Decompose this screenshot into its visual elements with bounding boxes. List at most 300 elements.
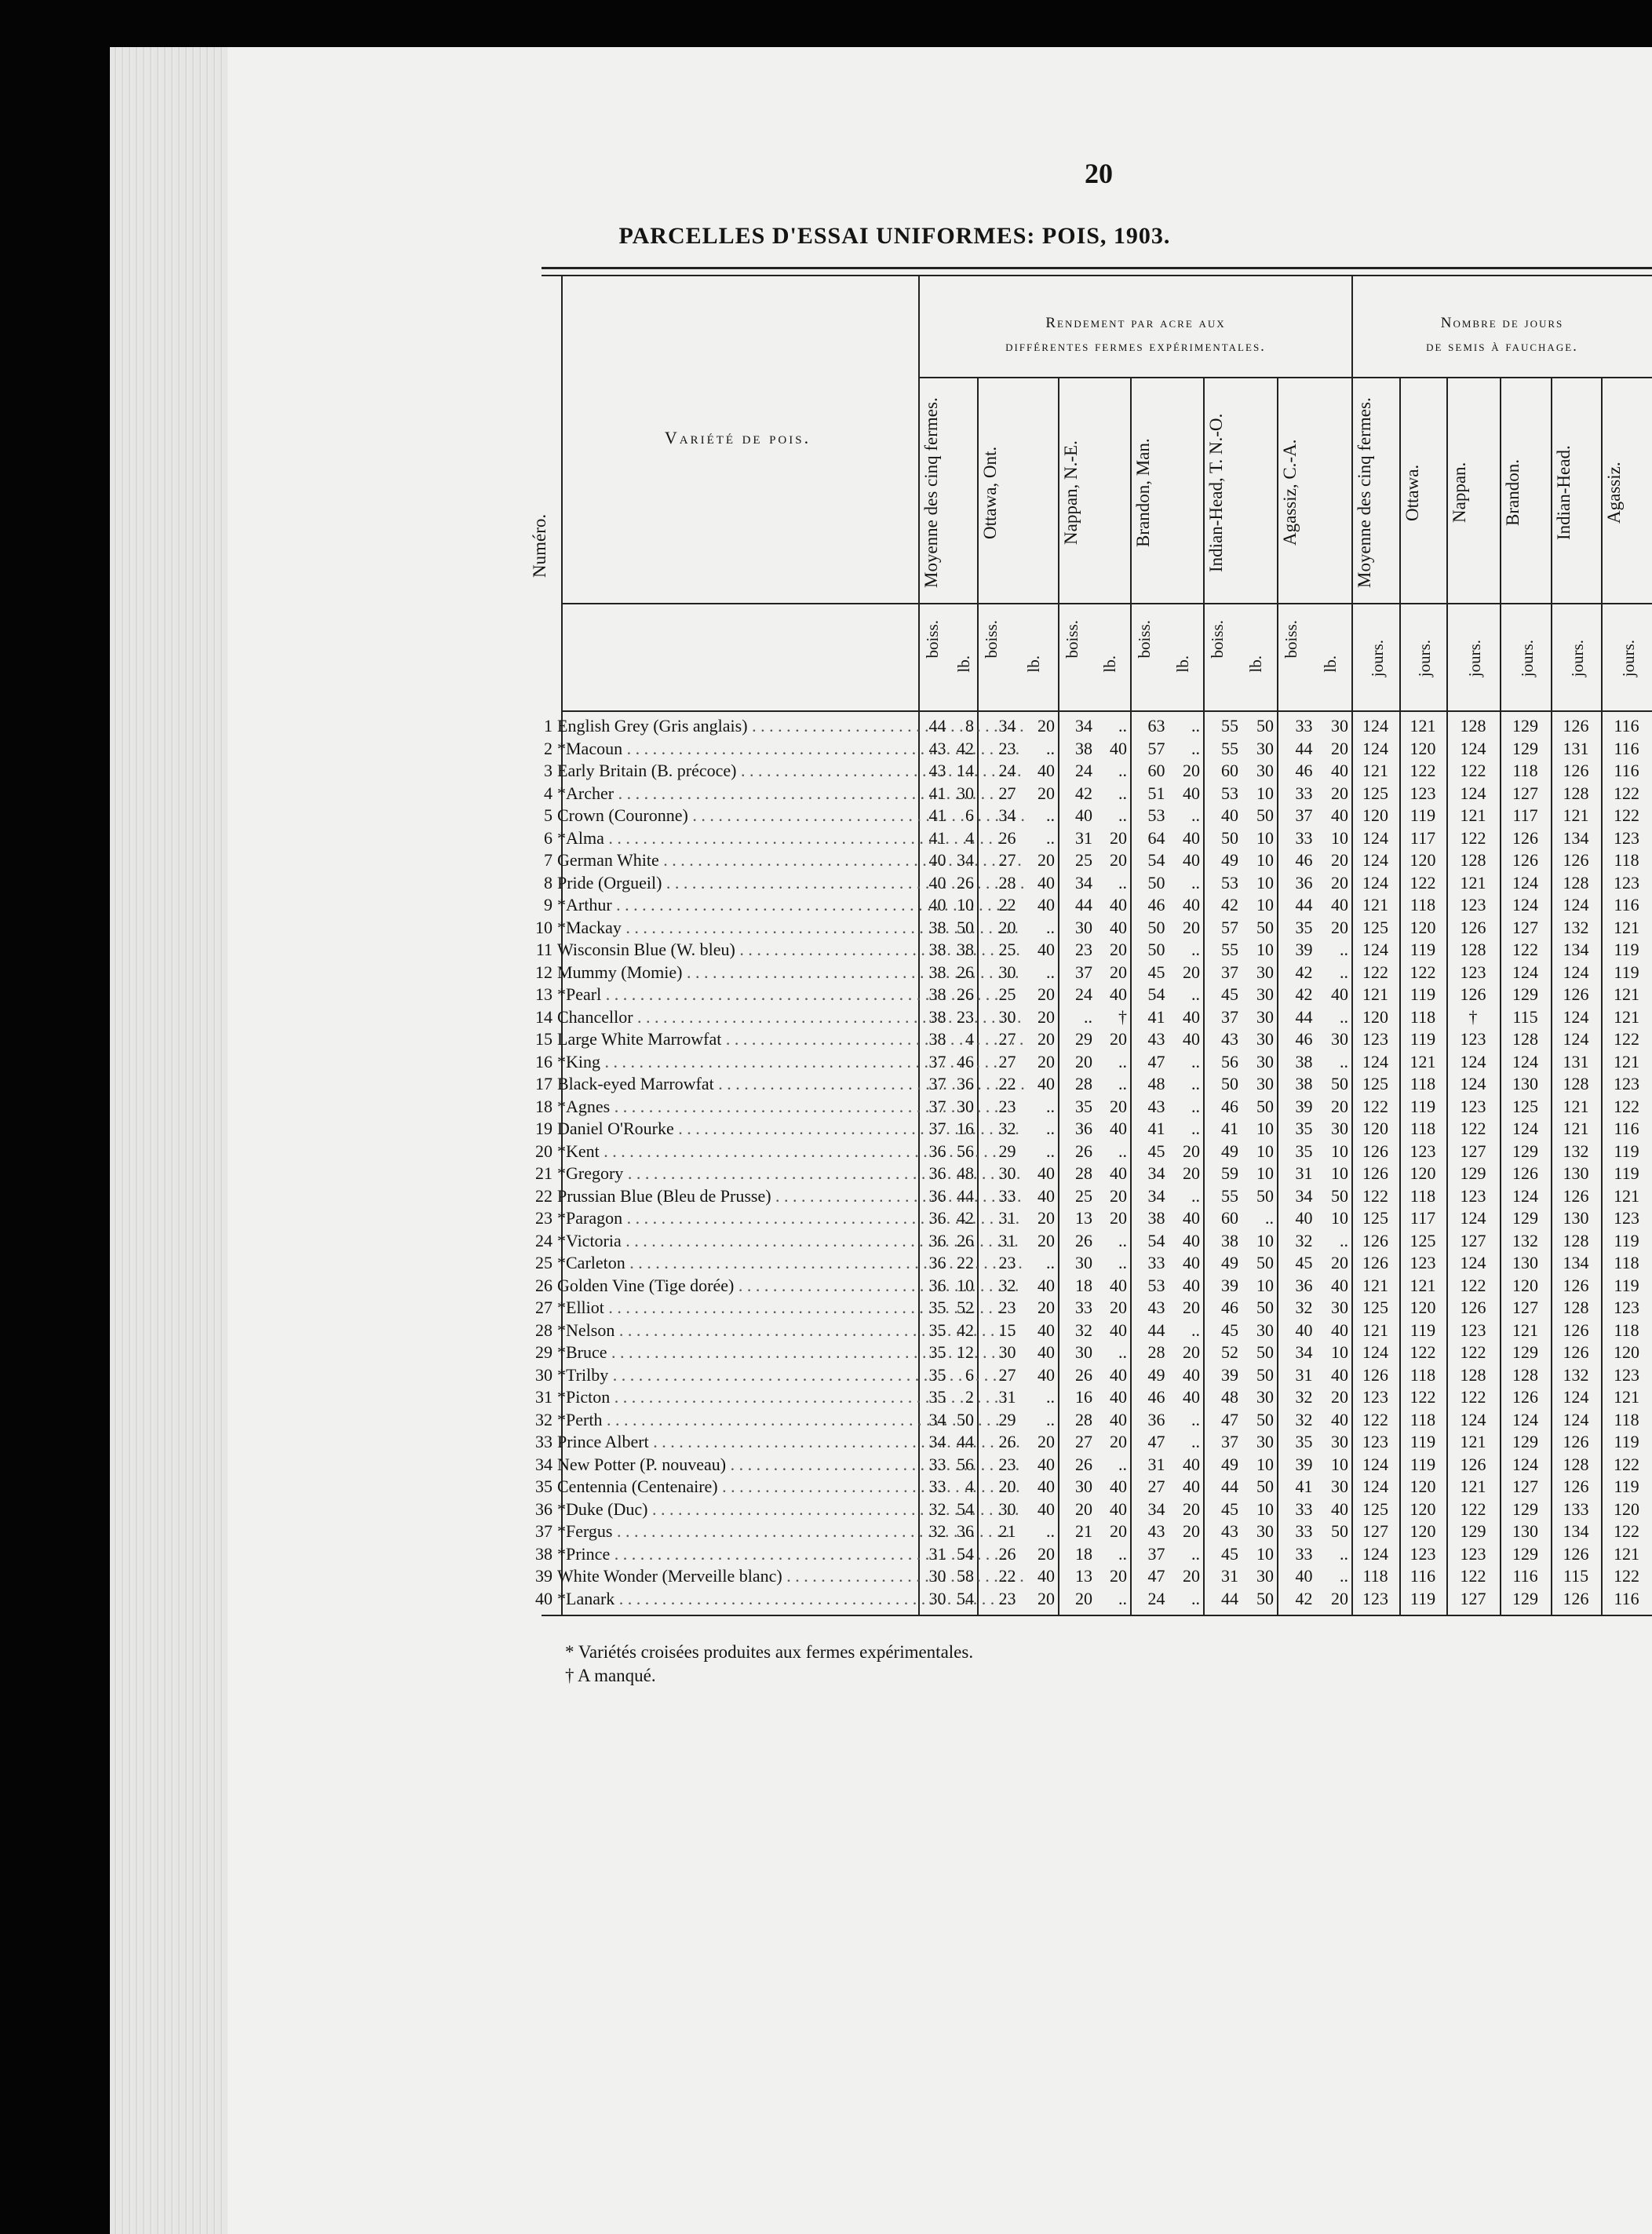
days-value: 121 (1563, 805, 1589, 825)
yield-bushels: 45 (1221, 984, 1238, 1004)
yield-pounds: 30 (1256, 738, 1274, 758)
days-value: 120 (1362, 1006, 1388, 1027)
days-value: 117 (1409, 1208, 1436, 1228)
yield-bushels: 44 (1147, 1320, 1165, 1340)
yield-pounds: 40 (1110, 1498, 1127, 1519)
yield-pounds: .. (1118, 1141, 1127, 1161)
table-row (518, 1431, 1652, 1453)
yield-pounds: 4 (965, 827, 974, 848)
yield-bushels: 41 (928, 783, 946, 803)
days-value: 118 (1614, 850, 1639, 870)
yield-bushels: 28 (1147, 1342, 1165, 1362)
yield-pounds: .. (1046, 962, 1055, 982)
yield-bushels: 36 (928, 1141, 946, 1161)
yield-pounds: 40 (1183, 1364, 1200, 1385)
yield-bushels: 33 (928, 1477, 946, 1496)
days-value: 122 (1409, 962, 1436, 982)
footnote-crossbred: * Variétés croisées produites aux fermes expérimentales. (565, 1642, 974, 1662)
yield-pounds: 50 (957, 917, 974, 937)
yield-bushels: 52 (1221, 1342, 1238, 1362)
table-row (518, 1028, 1652, 1050)
yield-pounds: 44 (957, 1185, 974, 1206)
yield-bushels: 53 (1221, 783, 1238, 803)
yield-pounds: 10 (1256, 1543, 1274, 1564)
yield-bushels: 30 (998, 1006, 1016, 1027)
yield-bushels: 24 (998, 761, 1016, 780)
days-value: 119 (1614, 962, 1639, 982)
variety-name: Prince Albert . . . (557, 1431, 1024, 1453)
days-value: 126 (1460, 1454, 1486, 1474)
table-row (518, 805, 1652, 827)
yield-bushels: 30 (1075, 1253, 1092, 1272)
yield-pounds: 20 (1038, 1208, 1055, 1228)
yield-pounds: 42 (957, 1208, 974, 1228)
yield-col-header-3: Brandon, Man. (1133, 438, 1153, 547)
days-value: 129 (1512, 1342, 1538, 1362)
days-value: 124 (1362, 872, 1388, 893)
yield-pounds: 50 (1256, 1477, 1274, 1496)
yield-pounds: 40 (1183, 850, 1200, 870)
yield-bushels: 56 (1221, 1051, 1238, 1071)
yield-pounds: 40 (1183, 1477, 1200, 1496)
yield-pounds: .. (1118, 783, 1127, 803)
yield-bushels: 59 (1221, 1163, 1238, 1183)
yield-pounds: .. (1118, 1588, 1127, 1608)
yield-group-header-2: différentes fermes expérimentales. (1005, 338, 1266, 355)
days-value: 116 (1614, 895, 1639, 914)
row-number: 22 (535, 1185, 552, 1206)
table-row (518, 872, 1652, 894)
yield-bushels: 33 (1295, 783, 1313, 803)
yield-bushels: 27 (1075, 1432, 1092, 1451)
yield-bushels: 43 (1147, 1298, 1165, 1317)
yield-bushels: 45 (1147, 962, 1165, 982)
table-row (518, 1051, 1652, 1073)
yield-pounds: 40 (1038, 1477, 1055, 1496)
yield-pounds: .. (1340, 1543, 1348, 1564)
yield-pounds: 40 (1110, 1320, 1127, 1340)
row-number: 16 (535, 1051, 552, 1071)
days-value: 126 (1563, 1275, 1589, 1295)
yield-pounds: 10 (1256, 1275, 1274, 1295)
yield-pounds: 20 (1331, 917, 1348, 937)
yield-pounds: 30 (1256, 761, 1274, 780)
days-value: 122 (1362, 1096, 1388, 1116)
yield-pounds: 20 (1110, 940, 1127, 959)
yield-pounds: 20 (1331, 1096, 1348, 1116)
row-number: 33 (535, 1432, 552, 1451)
yield-bushels: 44 (1295, 895, 1313, 914)
days-value: 122 (1409, 761, 1436, 780)
row-number: 25 (535, 1253, 552, 1272)
yield-pounds: .. (1265, 1208, 1274, 1228)
days-value: 124 (1362, 827, 1388, 848)
days-value: 122 (1460, 827, 1486, 848)
days-value: 126 (1563, 1342, 1589, 1362)
days-value: 123 (1460, 895, 1486, 914)
yield-pounds: 20 (1110, 1298, 1127, 1317)
yield-bushels: 18 (1075, 1275, 1092, 1295)
days-value: 122 (1460, 1119, 1486, 1138)
yield-pounds: 20 (1110, 1432, 1127, 1451)
days-value: 123 (1362, 1588, 1388, 1608)
variety-name: *Picton . . . (557, 1386, 1024, 1408)
yield-bushels: 37 (928, 1119, 946, 1138)
table-row (518, 1185, 1652, 1207)
row-number: 32 (535, 1409, 552, 1429)
row-number: 35 (535, 1477, 552, 1496)
days-value: 131 (1563, 738, 1589, 758)
yield-bushels: 57 (1221, 917, 1238, 937)
variety-name: *Agnes . . . (557, 1096, 1024, 1118)
numero-header: Numéro. (530, 513, 549, 578)
yield-bushels: 49 (1221, 1253, 1238, 1272)
yield-pounds: 8 (965, 716, 974, 736)
yield-pounds: 44 (957, 1432, 974, 1451)
yield-bushels: 32 (1075, 1320, 1092, 1340)
variety-name: *Mackay . . . (557, 917, 1024, 939)
yield-pounds: .. (1340, 962, 1348, 982)
days-value: 121 (1409, 716, 1436, 736)
top-rule-2 (542, 275, 1652, 276)
yield-bushels: 34 (998, 805, 1016, 825)
yield-pounds: 40 (1038, 1320, 1055, 1340)
yield-col-header-0: Moyenne des cinq fermes. (921, 397, 941, 588)
days-value: 124 (1512, 1409, 1538, 1429)
yield-pounds: 20 (1331, 738, 1348, 758)
yield-bushels: 31 (1147, 1454, 1165, 1474)
yield-pounds: 50 (1331, 1185, 1348, 1206)
yield-pounds: 40 (1183, 895, 1200, 914)
yield-bushels: 33 (1075, 1298, 1092, 1317)
yield-pounds: .. (1046, 1253, 1055, 1272)
row-number: 7 (544, 850, 552, 870)
days-value: 118 (1512, 761, 1538, 780)
yield-col-header-1: Ottawa, Ont. (980, 446, 1000, 539)
days-value: 124 (1362, 850, 1388, 870)
yield-group-header: Rendement par acre aux (1045, 315, 1226, 331)
days-value: 120 (1614, 1342, 1639, 1362)
table-row (518, 939, 1652, 961)
unit-jours-4: jours. (1568, 640, 1587, 677)
days-value: 127 (1362, 1521, 1388, 1541)
days-value: 115 (1563, 1566, 1589, 1586)
days-value: 122 (1614, 805, 1639, 825)
yield-pounds: 40 (1183, 1230, 1200, 1250)
yield-pounds: .. (1191, 738, 1200, 758)
days-value: 120 (1409, 1521, 1436, 1541)
days-value: 123 (1460, 1185, 1486, 1206)
days-value: 118 (1409, 1185, 1436, 1206)
yield-pounds: .. (1191, 940, 1200, 959)
yield-bushels: 37 (1221, 1432, 1238, 1451)
days-value: 124 (1512, 895, 1538, 914)
yield-pounds: 30 (1256, 962, 1274, 982)
yield-bushels: 13 (1075, 1208, 1092, 1228)
yield-bushels: 38 (928, 1006, 946, 1027)
yield-bushels: 37 (1295, 805, 1313, 825)
days-value: 119 (1409, 984, 1436, 1004)
yield-bushels: 31 (1295, 1163, 1313, 1183)
yield-bushels: 36 (1147, 1409, 1165, 1429)
days-value: 121 (1614, 1006, 1639, 1027)
yield-pounds: 30 (1256, 1521, 1274, 1541)
yield-bushels: 30 (998, 1342, 1016, 1362)
days-value: 118 (1409, 1364, 1436, 1385)
yield-pounds: 26 (957, 872, 974, 893)
yield-pounds: 10 (957, 1275, 974, 1295)
days-value: 124 (1563, 1029, 1589, 1049)
yield-pounds: † (1118, 1006, 1127, 1027)
days-value: 124 (1460, 1253, 1486, 1272)
days-value: 121 (1614, 917, 1639, 937)
days-value: 126 (1512, 827, 1538, 848)
variety-name: *Macoun . . . (557, 738, 1024, 760)
yield-bushels: 35 (928, 1342, 946, 1362)
yield-pounds: 30 (1331, 1029, 1348, 1049)
yield-bushels: 30 (928, 1588, 946, 1608)
yield-bushels: 30 (998, 962, 1016, 982)
yield-pounds: .. (1046, 1409, 1055, 1429)
days-value: † (1468, 1006, 1478, 1027)
yield-bushels: 35 (928, 1387, 946, 1407)
yield-pounds: 10 (1256, 1454, 1274, 1474)
unit-lb-2: lb. (1100, 655, 1119, 673)
days-value: 128 (1563, 783, 1589, 803)
yield-bushels: 39 (1295, 940, 1313, 959)
yield-bushels: 40 (1295, 1320, 1313, 1340)
yield-pounds: 40 (1110, 1275, 1127, 1295)
days-value: 127 (1512, 917, 1538, 937)
unit-lb-1: lb. (1023, 655, 1043, 673)
yield-pounds: 20 (1110, 850, 1127, 870)
yield-pounds: 20 (1038, 1588, 1055, 1608)
yield-bushels: 35 (1295, 1141, 1313, 1161)
yield-bushels: 41 (928, 805, 946, 825)
yield-bushels: 25 (998, 984, 1016, 1004)
table-row (518, 984, 1652, 1006)
yield-pounds: 10 (1256, 940, 1274, 959)
yield-bushels: 49 (1221, 850, 1238, 870)
yield-pounds: 16 (957, 1119, 974, 1138)
days-value: 120 (1512, 1275, 1538, 1295)
yield-pounds: .. (1118, 1454, 1127, 1474)
days-value: 134 (1563, 1253, 1589, 1272)
yield-bushels: 30 (928, 1566, 946, 1586)
variety-name: *Victoria . . . (557, 1230, 1024, 1252)
yield-pounds: 40 (1183, 1454, 1200, 1474)
yield-pounds: .. (1340, 1566, 1348, 1586)
days-value: 124 (1563, 1006, 1589, 1027)
days-value: 122 (1409, 1342, 1436, 1362)
row-number: 39 (535, 1566, 552, 1586)
variety-name: New Potter (P. nouveau) . . . (557, 1454, 1024, 1476)
yield-pounds: .. (1340, 1051, 1348, 1071)
page-number: 20 (1085, 158, 1113, 189)
yield-bushels: 20 (998, 917, 1016, 937)
row-number: 28 (535, 1320, 552, 1340)
yield-bushels: .. (1084, 1006, 1092, 1027)
days-value: 122 (1460, 1275, 1486, 1295)
yield-pounds: 50 (1256, 1409, 1274, 1429)
yield-bushels: 29 (1075, 1029, 1092, 1049)
yield-pounds: 10 (1256, 1498, 1274, 1519)
yield-pounds: 54 (957, 1588, 974, 1608)
days-value: 129 (1512, 984, 1538, 1004)
yield-pounds: 20 (1038, 783, 1055, 803)
yield-bushels: 23 (998, 1096, 1016, 1116)
days-value: 123 (1460, 1096, 1486, 1116)
days-value: 124 (1362, 1342, 1388, 1362)
yield-bushels: 20 (998, 1477, 1016, 1496)
days-value: 118 (1614, 1409, 1639, 1429)
yield-bushels: 32 (1295, 1387, 1313, 1407)
row-number: 11 (535, 940, 552, 959)
days-value: 116 (1614, 738, 1639, 758)
unit-boiss-1: boiss. (982, 620, 1001, 659)
days-value: 127 (1460, 1588, 1486, 1608)
row-number: 18 (535, 1096, 552, 1116)
days-value: 125 (1362, 1298, 1388, 1317)
yield-bushels: 28 (1075, 1409, 1092, 1429)
yield-bushels: 39 (1295, 1454, 1313, 1474)
yield-bushels: 45 (1221, 1498, 1238, 1519)
days-group-header-2: de semis à fauchage. (1426, 338, 1578, 355)
yield-pounds: 40 (1110, 917, 1127, 937)
yield-pounds: 40 (1183, 1253, 1200, 1272)
yield-pounds: 10 (1256, 895, 1274, 914)
row-number: 12 (535, 962, 552, 982)
days-value: 119 (1409, 1432, 1436, 1451)
yield-pounds: 50 (1256, 917, 1274, 937)
yield-bushels: 45 (1147, 1141, 1165, 1161)
unit-lb-3: lb. (1172, 655, 1192, 673)
yield-bushels: 35 (928, 1364, 946, 1385)
table-row (518, 1096, 1652, 1118)
yield-pounds: .. (1191, 1119, 1200, 1138)
yield-pounds: 20 (1183, 1141, 1200, 1161)
yield-bushels: 54 (1147, 850, 1165, 870)
row-number: 26 (535, 1275, 552, 1295)
yield-pounds: .. (1118, 1253, 1127, 1272)
days-value: 123 (1409, 1141, 1436, 1161)
footnotes (565, 1641, 973, 1688)
days-value: 128 (1512, 1364, 1538, 1385)
variety-name: *Carleton . . . (557, 1252, 1024, 1274)
yield-pounds: .. (1046, 917, 1055, 937)
row-number: 9 (544, 895, 552, 914)
yield-bushels: 46 (1295, 761, 1313, 780)
days-value: 118 (1409, 1074, 1436, 1093)
header-rule (561, 603, 1652, 604)
table-row (518, 849, 1652, 871)
yield-pounds: 10 (1256, 1163, 1274, 1183)
yield-bushels: 55 (1221, 716, 1238, 736)
days-value: 122 (1614, 1454, 1639, 1474)
variety-name: Daniel O'Rourke . . . (557, 1118, 1024, 1140)
yield-bushels: 44 (1075, 895, 1092, 914)
yield-bushels: 39 (1221, 1364, 1238, 1385)
yield-bushels: 42 (1295, 984, 1313, 1004)
days-value: 121 (1614, 984, 1639, 1004)
yield-pounds: .. (1118, 1074, 1127, 1093)
yield-pounds: 40 (1038, 1074, 1055, 1093)
yield-pounds: .. (1340, 940, 1348, 959)
days-value: 123 (1409, 1543, 1436, 1564)
days-value: 128 (1460, 850, 1486, 870)
yield-pounds: 46 (957, 1051, 974, 1071)
unit-jours-1: jours. (1415, 640, 1434, 677)
days-value: 122 (1614, 1521, 1639, 1541)
yield-pounds: 20 (1183, 917, 1200, 937)
yield-col-header-4: Indian-Head, T. N.-O. (1206, 413, 1226, 572)
days-value: 119 (1614, 1432, 1639, 1451)
days-value: 126 (1563, 1588, 1589, 1608)
days-value: 132 (1512, 1230, 1538, 1250)
yield-pounds: 30 (1256, 1029, 1274, 1049)
yield-bushels: 26 (998, 827, 1016, 848)
yield-pounds: 10 (1331, 1454, 1348, 1474)
yield-pounds: 40 (1331, 1364, 1348, 1385)
yield-pounds: 20 (1183, 1163, 1200, 1183)
table-row (518, 1320, 1652, 1341)
yield-bushels: 37 (1221, 962, 1238, 982)
row-number: 21 (535, 1163, 552, 1183)
yield-pounds: 50 (1256, 1096, 1274, 1116)
yield-bushels: 34 (1295, 1342, 1313, 1362)
yield-bushels: 53 (1221, 872, 1238, 893)
days-value: 126 (1362, 1364, 1388, 1385)
yield-pounds: 20 (1110, 1566, 1127, 1586)
yield-bushels: 38 (928, 984, 946, 1004)
yield-bushels: 30 (1075, 1477, 1092, 1496)
yield-bushels: 41 (1147, 1006, 1165, 1027)
days-value: 129 (1512, 1588, 1538, 1608)
yield-bushels: 22 (998, 1566, 1016, 1586)
yield-bushels: 26 (998, 1432, 1016, 1451)
yield-bushels: 23 (998, 1454, 1016, 1474)
yield-bushels: 41 (1221, 1119, 1238, 1138)
days-value: 130 (1512, 1253, 1538, 1272)
yield-bushels: 38 (928, 962, 946, 982)
days-value: 118 (1362, 1566, 1388, 1586)
row-number: 30 (535, 1364, 552, 1385)
yield-bushels: 36 (1295, 872, 1313, 893)
days-value: 126 (1563, 716, 1589, 736)
yield-bushels: 33 (1295, 1498, 1313, 1519)
yield-bushels: 27 (1147, 1477, 1165, 1496)
row-number: 24 (535, 1230, 552, 1250)
yield-pounds: .. (1191, 984, 1200, 1004)
table-row (518, 1565, 1652, 1587)
yield-pounds: 40 (1183, 783, 1200, 803)
days-col-header-2: Nappan. (1450, 462, 1469, 524)
yield-pounds: 10 (1256, 872, 1274, 893)
yield-bushels: 55 (1221, 738, 1238, 758)
yield-pounds: 40 (1038, 1342, 1055, 1362)
table-row (518, 1252, 1652, 1274)
yield-bushels: 53 (1147, 1275, 1165, 1295)
row-number: 17 (535, 1074, 552, 1093)
yield-bushels: 40 (928, 895, 946, 914)
yield-bushels: 49 (1147, 1364, 1165, 1385)
days-value: 126 (1512, 1387, 1538, 1407)
top-rule (542, 267, 1652, 269)
yield-pounds: .. (1046, 738, 1055, 758)
yield-bushels: 29 (998, 1141, 1016, 1161)
days-value: 123 (1614, 1364, 1639, 1385)
yield-bushels: 48 (1221, 1387, 1238, 1407)
